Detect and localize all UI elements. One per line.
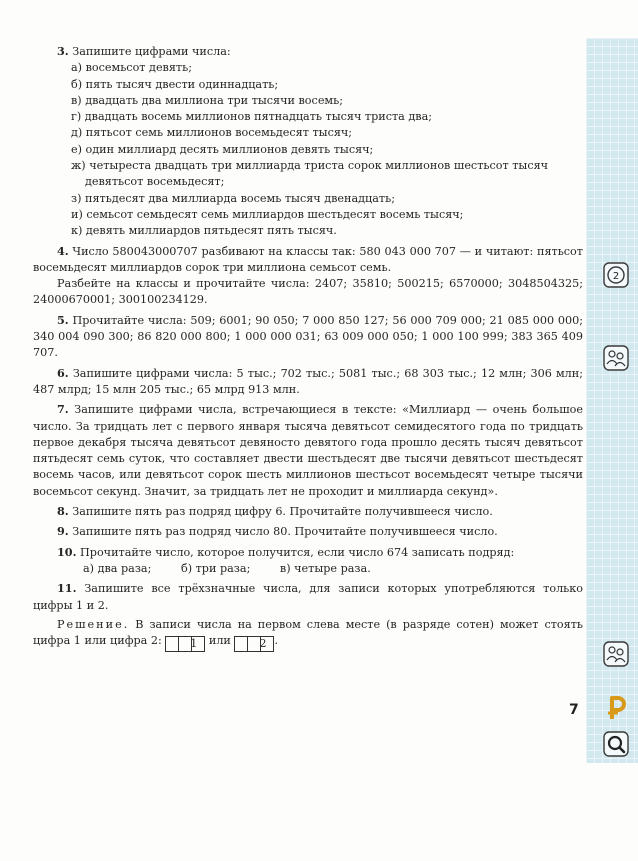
list-item: ж) четыреста двадцать три миллиарда триста сорок миллионов шестьсот тысяч девятьсот восемьдесят; <box>71 159 549 189</box>
list-item: а) восемьсот девять; <box>71 61 192 75</box>
textbook-page <box>33 40 583 652</box>
task-9 <box>33 523 583 540</box>
task-text: Прочитайте числа: 509; 6001; 90 050; 7 000 850 127; 56 000 709 000; 21 085 000 000; 340 004 090 300; 86 820 000 800; 1 000 000 031; 63 009 000 050; 1 000 100 999; 383 365 409 707. <box>33 313 583 360</box>
list-item: и) семьсот семьдесят семь миллиардов шестьдесят восемь тысяч; <box>71 207 464 221</box>
task-number: 5. <box>57 312 69 327</box>
digit-cells-1 <box>165 636 205 652</box>
task-8 <box>33 503 583 520</box>
task-number: 11. <box>57 581 77 596</box>
magnifier-icon <box>603 731 629 757</box>
task-5 <box>33 312 583 362</box>
list-item: г) двадцать восемь миллионов пятнадцать тысяч триста два; <box>71 110 433 124</box>
task-text: Прочитайте число, которое получится, если число 674 записать подряд: <box>80 545 515 559</box>
task-6 <box>33 365 583 399</box>
solution-end: . <box>274 634 279 648</box>
solution-label: Решение. <box>57 617 130 631</box>
list-item: б) пять тысяч двести одиннадцать; <box>71 77 279 91</box>
cell-hundreds: 1 <box>166 637 179 651</box>
solution <box>33 617 583 652</box>
cell-empty <box>261 637 273 651</box>
list-item: е) один миллиард десять миллионов девять тысяч; <box>71 142 374 156</box>
task-7 <box>33 401 583 500</box>
list-item: з) пятьдесят два миллиарда восемь тысяч двенадцать; <box>71 191 395 205</box>
digit-cells-2 <box>234 636 274 652</box>
task-text: Запишите цифрами числа: <box>72 45 231 58</box>
task-text: Число 580043000707 разбивают на классы так: 580 043 000 707 — и читают: пятьсот восемьдесят миллиардов сорок три миллиона семьсот семь. <box>33 244 583 274</box>
task-text: Запишите цифрами числа: 5 тыс.; 702 тыс.; 5081 тыс.; 68 303 тыс.; 12 млн; 306 млн; 487 млрд; 15 млн 205 тыс.; 65 млрд 913 млн. <box>33 366 583 396</box>
solution-connector: или <box>208 634 231 648</box>
task-text: Запишите пять раз подряд число 80. Прочитайте получившееся число. <box>72 525 498 539</box>
task-text: Разбейте на классы и прочитайте числа: 2407; 35810; 500215; 6570000; 3048504325; 24000670001; 300100234129. <box>33 277 583 307</box>
option: б) три раза; <box>180 561 251 575</box>
task-number: 4. <box>57 243 69 258</box>
task-4 <box>33 243 583 309</box>
cell-hundreds: 2 <box>235 637 248 651</box>
task-3 <box>33 43 583 240</box>
pair-work-icon <box>603 641 629 667</box>
cell-empty <box>192 637 204 651</box>
task-text: Запишите пять раз подряд цифру 6. Прочитайте получившееся число. <box>72 505 493 519</box>
task-number: 6. <box>57 365 69 380</box>
task-number: 9. <box>57 524 69 539</box>
list-item: к) девять миллиардов пятьдесят пять тысяч. <box>71 224 337 238</box>
page-number: 7 <box>569 702 579 718</box>
solution-text: В записи числа на первом слева месте (в разряде сотен) может стоять цифра 1 или цифра 2: <box>33 617 583 648</box>
task-3-items <box>71 60 583 239</box>
list-item: в) двадцать два миллиона три тысячи восемь; <box>71 93 343 107</box>
task-number: 8. <box>57 504 69 519</box>
russian-letter-r-icon <box>603 695 629 721</box>
option: в) четыре раза. <box>279 561 371 575</box>
cell-empty <box>179 637 192 651</box>
cell-empty <box>248 637 261 651</box>
task-11 <box>33 580 583 614</box>
list-item: д) пятьсот семь миллионов восемьдесят тысяч; <box>71 126 353 140</box>
task-10-options <box>83 561 583 577</box>
task-number: 10. <box>57 544 77 559</box>
pair-work-icon <box>603 345 629 371</box>
task-number: 3. <box>57 44 69 58</box>
circled-number-icon <box>603 262 629 288</box>
task-10 <box>33 544 583 578</box>
task-text: Запишите все трёхзначные числа, для записи которых употребляются только цифры 1 и 2. <box>33 582 583 612</box>
task-number: 7. <box>57 402 69 417</box>
task-text: Запишите цифрами числа, встречающиеся в тексте: «Миллиард — очень большое число. За тридцать лет с первого января тысяча девятьсот семидесятого года по тридцать первое декабря тысяча девятьсот девяносто девятого года прошло десять тысяч девятьсот пятьдесят семь суток, что составляет двести шестьдесят две тысячи девятьсот шестьдесят восемь часов, или девятьсот сорок шесть миллионов шестьсот восемьдесят четыре тысячи восемьсот секунд. Значит, за тридцать лет не проходит и миллиарда секунд». <box>33 403 583 498</box>
margin-badge-number: 2 <box>612 271 620 282</box>
option: а) два раза; <box>83 561 152 575</box>
